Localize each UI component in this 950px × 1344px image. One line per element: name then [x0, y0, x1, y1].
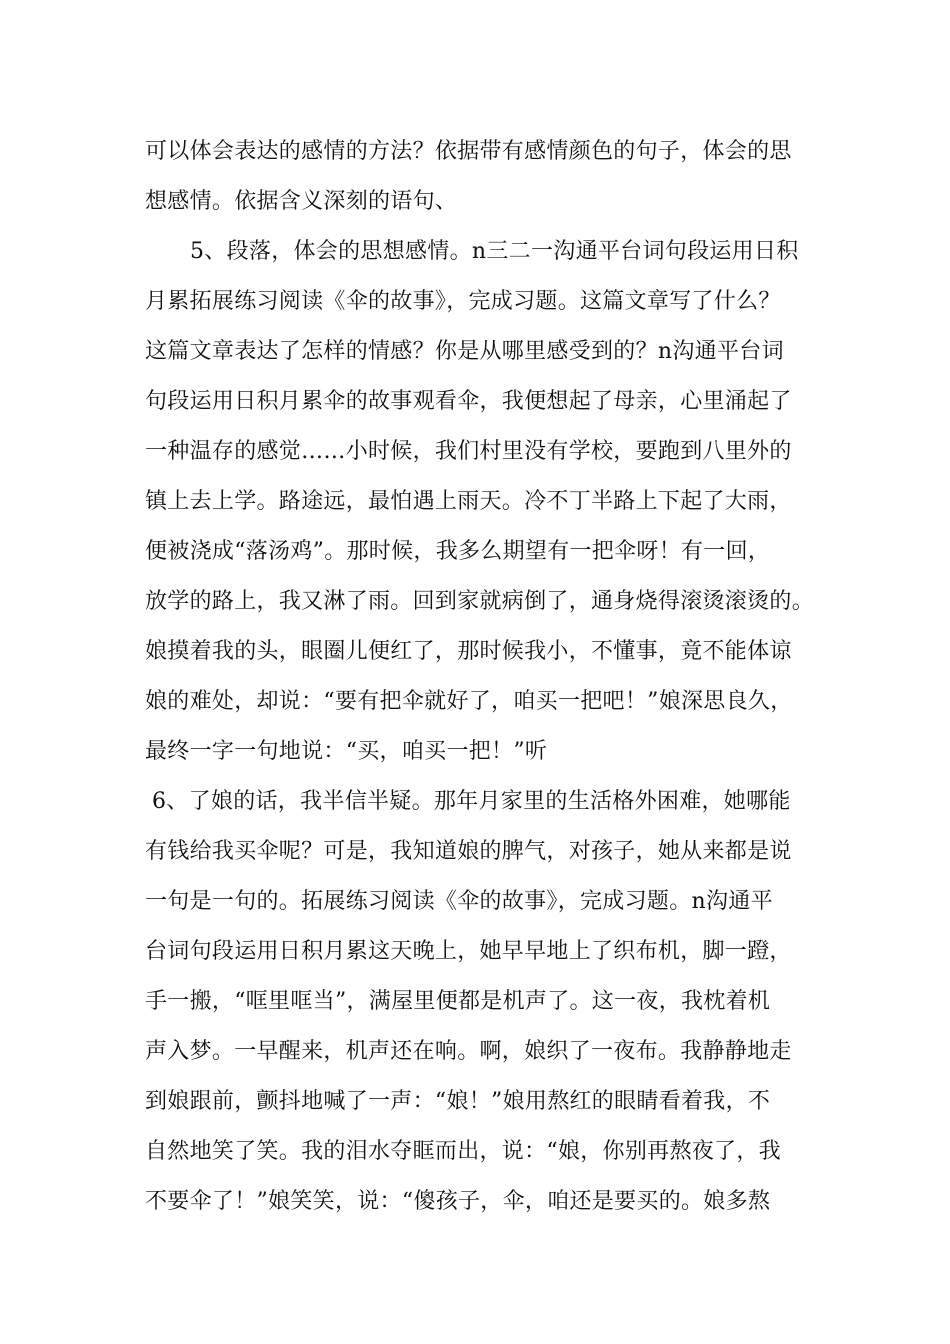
- paragraph-5-start: 5、段落，体会的思想感情。n三二一沟通平台词句段运用日积: [190, 239, 799, 264]
- text-line: 不要伞了！”娘笑笑，说：“傻孩子，伞，咱还是要买的。娘多熬: [145, 1189, 771, 1214]
- text-line: 一句是一句的。拓展练习阅读《伞的故事》，完成习题。n沟通平: [145, 889, 773, 914]
- text-line: 有钱给我买伞呢？可是，我知道娘的脾气，对孩子，她从来都是说: [145, 839, 792, 864]
- text-line: 台词句段运用日积月累这天晚上，她早早地上了织布机，脚一蹬，: [145, 939, 792, 964]
- text-line: 镇上去上学。路途远，最怕遇上雨天。冷不丁半路上下起了大雨，: [145, 489, 792, 514]
- text-line: 手一搬，“哐里哐当”，满屋里便都是机声了。这一夜，我枕着机: [145, 989, 771, 1014]
- text-line: 声入梦。一早醒来，机声还在响。啊，娘织了一夜布。我静静地走: [145, 1039, 792, 1064]
- text-line: 放学的路上，我又淋了雨。回到家就病倒了，通身烧得滚烫滚烫的。: [145, 589, 815, 614]
- text-line: 娘的难处，却说：“要有把伞就好了，咱买一把吧！”娘深思良久，: [145, 689, 793, 714]
- paragraph-6-start: 6、了娘的话，我半信半疑。那年月家里的生活格外困难，她哪能: [152, 789, 791, 814]
- text-line: 自然地笑了笑。我的泪水夺眶而出，说：“娘，你别再熬夜了，我: [145, 1139, 781, 1164]
- text-line: 最终一字一句地说：“买，咱买一把！”听: [145, 739, 548, 764]
- text-line: 想感情。依据含义深刻的语句、: [145, 189, 458, 214]
- text-line: 可以体会表达的感情的方法？依据带有感情颜色的句子，体会的思: [145, 139, 792, 164]
- text-line: 到娘跟前，颤抖地喊了一声：“娘！”娘用熬红的眼睛看着我，不: [145, 1089, 771, 1114]
- text-line: 娘摸着我的头，眼圈儿便红了，那时候我小，不懂事，竟不能体谅: [145, 639, 792, 664]
- text-line: 月累拓展练习阅读《伞的故事》，完成习题。这篇文章写了什么？: [145, 289, 781, 314]
- text-line: 这篇文章表达了怎样的情感？你是从哪里感受到的？n沟通平台词: [145, 339, 784, 364]
- text-line: 便被浇成“落汤鸡”。那时候，我多么期望有一把伞呀！有一回，: [145, 539, 771, 564]
- text-line: 句段运用日积月累伞的故事观看伞，我便想起了母亲，心里涌起了: [145, 389, 792, 414]
- text-line: 一种温存的感觉……小时候，我们村里没有学校，要跑到八里外的: [145, 439, 792, 464]
